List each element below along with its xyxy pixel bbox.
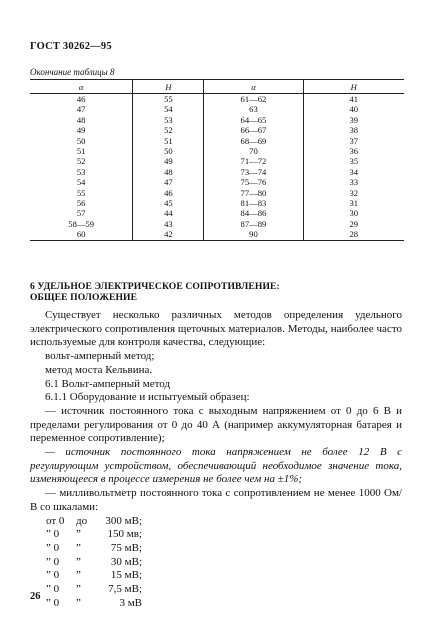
- table-cell: 42: [133, 229, 204, 240]
- table-cell: 33: [303, 177, 404, 187]
- scale-to: ”: [76, 596, 81, 609]
- table-cell: 32: [303, 188, 404, 198]
- table-cell: 38: [303, 125, 404, 135]
- column-header: α: [204, 80, 303, 94]
- scale-value: 75 мВ;: [110, 541, 142, 554]
- scale-from: от 0: [46, 514, 65, 527]
- scale-item: [30, 542, 180, 556]
- table-cell: 70: [204, 146, 303, 156]
- table-row: [30, 146, 404, 156]
- table-cell: 56: [76, 198, 86, 209]
- column-header: H: [133, 80, 204, 94]
- column-header: α: [30, 80, 133, 94]
- table-cell: 51: [76, 146, 86, 157]
- table-row: [30, 188, 404, 198]
- table-cell: 47: [133, 177, 204, 187]
- table-cell: 84—86: [204, 208, 303, 218]
- table-cell: 29: [303, 219, 404, 229]
- scale-item: [30, 569, 180, 583]
- table-row: [30, 177, 404, 187]
- equipment-item: — источник постоянного тока с выходным напряжением от 0 до 6 В и пределами регулирования от 0 до 40 А (например аккумуляторная батарея и переменное сопротивление);: [30, 404, 402, 445]
- table-cell: 64—65: [204, 115, 303, 125]
- table-cell: 54: [76, 177, 86, 188]
- table-row: [30, 208, 404, 218]
- scale-from: ” 0: [46, 541, 60, 554]
- table-cell: 49: [76, 125, 86, 136]
- table-row: [30, 125, 404, 135]
- table-cell: 55: [133, 94, 204, 105]
- table-row: [30, 104, 404, 114]
- scale-value: 15 мВ;: [110, 569, 142, 582]
- table-cell: 57: [76, 208, 86, 219]
- table-cell: 46: [133, 188, 204, 198]
- table-cell: 61—62: [204, 94, 303, 105]
- body-text: [30, 309, 402, 610]
- table-cell: 71—72: [204, 156, 303, 166]
- table-cell: 28: [303, 229, 404, 240]
- table-cell: 30: [303, 208, 404, 218]
- table-row: [30, 219, 404, 229]
- table-cell: 34: [303, 167, 404, 177]
- column-header: H: [303, 80, 404, 94]
- table-row: [30, 94, 404, 105]
- table-cell: 48: [133, 167, 204, 177]
- table-cell: 46: [76, 94, 86, 104]
- scale-item: [30, 556, 180, 570]
- table-cell: 75—76: [204, 177, 303, 187]
- table-cell: 87—89: [204, 219, 303, 229]
- scale-to: ”: [76, 582, 81, 595]
- section-title-line: 6 УДЕЛЬНОЕ ЭЛЕКТРИЧЕСКОЕ СОПРОТИВЛЕНИЕ:: [30, 281, 280, 292]
- table-cell: 39: [303, 115, 404, 125]
- table-cell: 43: [133, 219, 204, 229]
- equipment-item: — источник постоянного тока напряжением не более 12 В с регулирующим устройством, обеспечивающий необходимое значение тока, изменяющееся в процессе измерения не более чем на ±1%;: [30, 446, 402, 486]
- scale-from: ” 0: [46, 582, 60, 595]
- table-cell: 36: [303, 146, 404, 156]
- table-cell: 52: [76, 156, 86, 167]
- table-cell: 35: [303, 156, 404, 166]
- table-cell: 53: [133, 115, 204, 125]
- table-cell: 48: [76, 114, 86, 125]
- table-cell: 68—69: [204, 136, 303, 146]
- scale-from: ” 0: [46, 596, 60, 609]
- subsection-heading: 6.1 Вольт-амперный метод: [45, 377, 171, 390]
- hardness-table: [30, 79, 404, 241]
- section-title: [30, 281, 280, 303]
- scale-item: [30, 583, 180, 597]
- table-cell: 77—80: [204, 188, 303, 198]
- scale-from: ” 0: [46, 569, 60, 582]
- scale-to: до: [76, 514, 88, 527]
- scale-value: 3 мВ: [119, 596, 142, 609]
- subsection-heading: 6.1.1 Оборудование и испытуемый образец:: [45, 391, 250, 404]
- scale-to: ”: [76, 555, 81, 568]
- scale-to: ”: [76, 541, 81, 554]
- scale-from: ” 0: [46, 555, 60, 568]
- table-cell: 40: [303, 104, 404, 114]
- scale-list: [30, 515, 180, 611]
- table-cell: 49: [133, 156, 204, 166]
- page-header: ГОСТ 30262—95: [30, 41, 112, 52]
- table-cell: 45: [133, 198, 204, 208]
- table-cell: 52: [133, 125, 204, 135]
- table-cell: 53: [76, 166, 86, 177]
- scale-item: [30, 515, 180, 529]
- table-cell: 44: [133, 208, 204, 218]
- table-cell: 73—74: [204, 167, 303, 177]
- table-cell: 41: [303, 94, 404, 105]
- table-cell: 60: [30, 229, 133, 240]
- scale-to: ”: [76, 569, 81, 582]
- page-number: 26: [30, 591, 41, 602]
- table-cell: 54: [133, 104, 204, 114]
- scale-item: [30, 597, 180, 611]
- table-cell: 81—83: [204, 198, 303, 208]
- table-cell: 51: [133, 136, 204, 146]
- table-cell: 66—67: [204, 125, 303, 135]
- table-row: [30, 198, 404, 208]
- scale-to: ”: [76, 528, 81, 541]
- table-cell: 47: [76, 104, 86, 115]
- table-row: [30, 136, 404, 146]
- paragraph-intro: Существует несколько различных методов определения удельного электрического сопротивления щеточных материалов. Методы, наиболее часто используемые для контроля качества, следующие:: [30, 309, 402, 349]
- section-title-line: ОБЩЕЕ ПОЛОЖЕНИЕ: [30, 292, 138, 303]
- table-row: [30, 156, 404, 166]
- table-cell: 90: [204, 229, 303, 240]
- table-cell: 37: [303, 136, 404, 146]
- table-header-row: [30, 80, 404, 94]
- scale-value: 150 мв;: [107, 528, 142, 541]
- table-cell: 31: [303, 198, 404, 208]
- method-item: вольт-амперный метод;: [45, 350, 155, 363]
- table-row: [30, 167, 404, 177]
- scale-value: 7,5 мВ;: [108, 582, 142, 595]
- table-cell: 55: [76, 187, 86, 198]
- table-caption: Окончание таблицы 8: [30, 67, 115, 77]
- table-cell: 50: [76, 135, 86, 146]
- scale-value: 30 мВ;: [110, 555, 142, 568]
- scale-value: 300 мВ;: [105, 514, 142, 527]
- table-cell: 63: [204, 104, 303, 114]
- equipment-item: — милливольтметр постоянного тока с сопротивлением не менее 1000 Ом/В со шкалами:: [30, 487, 402, 513]
- scale-from: ” 0: [46, 528, 60, 541]
- method-item: метод моста Кельвина.: [45, 363, 153, 376]
- scale-item: [30, 528, 180, 542]
- table-cell: 58—59: [68, 218, 95, 229]
- table-cell: 50: [133, 146, 204, 156]
- table-row: [30, 229, 404, 240]
- table-row: [30, 115, 404, 125]
